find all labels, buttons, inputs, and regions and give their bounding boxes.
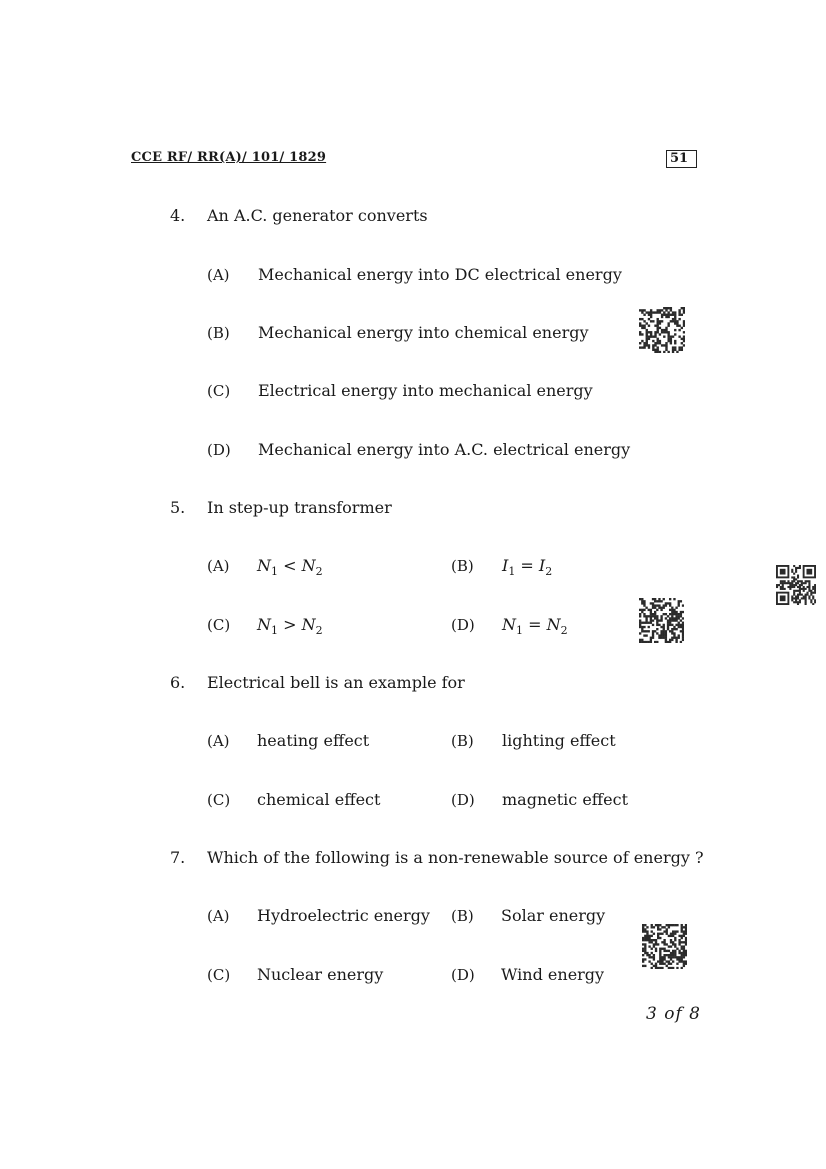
q4-option-b-label: (B) <box>207 324 230 342</box>
q4-option-c-label: (C) <box>207 382 231 400</box>
question-4-text: An A.C. generator converts <box>207 206 428 225</box>
q5-option-b-formula: $I_1 = I_2$ <box>502 556 553 578</box>
qr-code-icon <box>639 307 685 353</box>
q7-option-a-text: Hydroelectric energy <box>257 906 430 925</box>
question-7-number: 7. <box>170 848 186 867</box>
question-7-text: Which of the following is a non-renewable source of energy ? <box>207 848 704 867</box>
q6-option-a-text: heating effect <box>257 731 370 750</box>
q7-option-b-label: (B) <box>451 907 474 925</box>
q7-option-d-text: Wind energy <box>501 965 605 984</box>
q7-option-c-text: Nuclear energy <box>257 965 384 984</box>
q4-option-d-text: Mechanical energy into A.C. electrical energy <box>258 440 631 459</box>
q5-option-d-formula: $N_1 = N_2$ <box>502 615 568 637</box>
q5-option-d-label: (D) <box>451 616 475 634</box>
qr-code-icon <box>776 565 816 605</box>
q4-option-d-label: (D) <box>207 441 231 459</box>
q6-option-a-label: (A) <box>207 732 230 750</box>
q7-option-b-text: Solar energy <box>501 906 606 925</box>
q7-option-a-label: (A) <box>207 907 230 925</box>
q6-option-b-label: (B) <box>451 732 474 750</box>
question-5-number: 5. <box>170 498 186 517</box>
q5-option-a-label: (A) <box>207 557 230 575</box>
question-4-number: 4. <box>170 206 186 225</box>
paper-code: CCE RF/ RR(A)/ 101/ 1829 <box>131 150 327 165</box>
q5-option-c-formula: $N_1 > N_2$ <box>257 615 323 637</box>
q4-option-c-text: Electrical energy into mechanical energy <box>258 381 593 400</box>
q7-option-c-label: (C) <box>207 966 231 984</box>
page-indicator: 3 of 8 <box>646 1004 701 1024</box>
q5-option-a-formula: $N_1 < N_2$ <box>257 556 323 578</box>
q4-option-a-label: (A) <box>207 266 230 284</box>
question-6-text: Electrical bell is an example for <box>207 673 465 692</box>
q5-option-c-label: (C) <box>207 616 231 634</box>
q6-option-d-label: (D) <box>451 791 475 809</box>
q4-option-a-text: Mechanical energy into DC electrical energy <box>258 265 622 284</box>
question-5-text: In step-up transformer <box>207 498 392 517</box>
q5-option-b-label: (B) <box>451 557 474 575</box>
qr-code-icon <box>639 598 684 643</box>
q6-option-b-text: lighting effect <box>502 731 616 750</box>
question-6-number: 6. <box>170 673 186 692</box>
q6-option-d-text: magnetic effect <box>502 790 629 809</box>
qr-code-icon <box>642 924 687 969</box>
q4-option-b-text: Mechanical energy into chemical energy <box>258 323 589 342</box>
q7-option-d-label: (D) <box>451 966 475 984</box>
q6-option-c-label: (C) <box>207 791 231 809</box>
q6-option-c-text: chemical effect <box>257 790 381 809</box>
page-number-box: 51 <box>666 150 697 168</box>
